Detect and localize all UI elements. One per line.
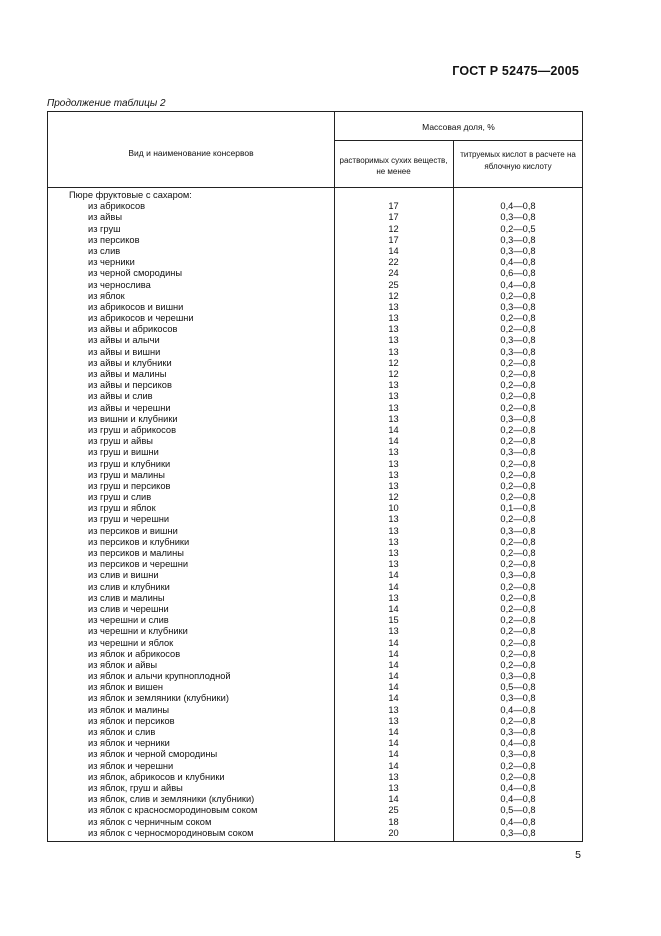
row-solids-value: 13 bbox=[388, 335, 399, 346]
column-header-name: Вид и наименование консервов bbox=[128, 148, 254, 158]
row-name: из слив и вишни bbox=[88, 570, 159, 581]
table-row bbox=[48, 817, 582, 828]
row-acid-value: 0,2—0,8 bbox=[500, 514, 536, 525]
table-row bbox=[48, 302, 582, 313]
row-acid-value: 0,3—0,8 bbox=[500, 827, 536, 838]
row-name: из айвы и клубники bbox=[88, 357, 172, 368]
table-row bbox=[48, 324, 582, 335]
row-acid-value: 0,2—0,8 bbox=[500, 424, 536, 435]
table-row bbox=[48, 749, 582, 760]
row-name: из яблок с черносмородиновым соком bbox=[88, 827, 254, 838]
table-row bbox=[48, 794, 582, 805]
row-name: из яблок, абрикосов и клубники bbox=[88, 771, 225, 782]
row-solids-value: 24 bbox=[388, 268, 399, 279]
row-name: из абрикосов и вишни bbox=[88, 301, 184, 312]
row-solids-value: 13 bbox=[388, 447, 399, 458]
row-solids-value: 14 bbox=[388, 693, 399, 704]
row-name: из яблок и земляники (клубники) bbox=[88, 693, 229, 704]
row-acid-value: 0,2—0,8 bbox=[500, 626, 536, 637]
row-solids-value: 13 bbox=[388, 715, 399, 726]
row-acid-value: 0,2—0,5 bbox=[500, 223, 536, 234]
row-solids-value: 13 bbox=[388, 559, 399, 570]
table-row bbox=[48, 693, 582, 704]
row-name: из груш и черешни bbox=[88, 514, 170, 525]
data-table bbox=[47, 111, 583, 842]
row-solids-value: 13 bbox=[388, 525, 399, 536]
row-name: из персиков и малины bbox=[88, 548, 184, 558]
row-name: из яблок и слив bbox=[88, 727, 156, 737]
row-acid-value: 0,4—0,8 bbox=[500, 794, 536, 805]
header-divider bbox=[334, 140, 582, 141]
row-name: из айвы и алычи bbox=[88, 335, 160, 346]
row-acid-value: 0,2—0,8 bbox=[500, 548, 536, 558]
row-acid-value: 0,4—0,8 bbox=[500, 738, 536, 749]
row-name: из груш bbox=[88, 223, 121, 234]
row-name: из яблок и черной смородины bbox=[88, 749, 218, 760]
table-row bbox=[48, 783, 582, 794]
table-row bbox=[48, 235, 582, 246]
row-name: из айвы и абрикосов bbox=[88, 324, 178, 335]
header-bottom-divider bbox=[48, 187, 582, 188]
row-acid-value: 0,6—0,8 bbox=[500, 268, 536, 279]
table-row bbox=[48, 492, 582, 503]
row-acid-value: 0,2—0,8 bbox=[500, 369, 536, 379]
table-row bbox=[48, 660, 582, 671]
table-row bbox=[48, 772, 582, 783]
row-solids-value: 17 bbox=[388, 201, 399, 212]
row-name: из айвы и вишни bbox=[88, 346, 161, 357]
table-row bbox=[48, 347, 582, 358]
row-name: из слив bbox=[88, 245, 121, 256]
row-acid-value: 0,2—0,8 bbox=[500, 637, 536, 648]
table-row bbox=[48, 716, 582, 727]
row-solids-value: 17 bbox=[388, 234, 399, 245]
row-name: из слив и малины bbox=[88, 592, 165, 603]
table-row bbox=[48, 391, 582, 402]
table-row bbox=[48, 380, 582, 391]
row-solids-value: 13 bbox=[388, 592, 399, 603]
table-row bbox=[48, 246, 582, 257]
table-row bbox=[48, 403, 582, 414]
row-acid-value: 0,4—0,8 bbox=[500, 782, 536, 793]
row-solids-value: 12 bbox=[388, 492, 399, 503]
row-name: из черешни и слив bbox=[88, 615, 169, 626]
table-body bbox=[48, 190, 582, 839]
row-acid-value: 0,5—0,8 bbox=[500, 682, 536, 693]
row-acid-value: 0,2—0,8 bbox=[500, 559, 536, 570]
row-solids-value: 14 bbox=[388, 671, 399, 682]
row-acid-value: 0,3—0,8 bbox=[500, 245, 536, 256]
row-acid-value: 0,5—0,8 bbox=[500, 805, 536, 816]
row-solids-value: 18 bbox=[388, 816, 399, 827]
table-row bbox=[48, 727, 582, 738]
row-name: из груш и яблок bbox=[88, 503, 156, 514]
row-name: из яблок и вишен bbox=[88, 682, 164, 693]
row-solids-value: 14 bbox=[388, 738, 399, 749]
row-solids-value: 13 bbox=[388, 413, 399, 424]
row-acid-value: 0,3—0,8 bbox=[500, 212, 536, 223]
row-solids-value: 14 bbox=[388, 727, 399, 737]
row-acid-value: 0,4—0,8 bbox=[500, 257, 536, 268]
row-acid-value: 0,2—0,8 bbox=[500, 581, 536, 592]
table-row bbox=[48, 414, 582, 425]
column-header-solids: растворимых сухих веществ, не менее bbox=[339, 156, 448, 176]
table-row bbox=[48, 459, 582, 470]
table-row bbox=[48, 615, 582, 626]
row-solids-value: 13 bbox=[388, 301, 399, 312]
row-name: из персиков и черешни bbox=[88, 559, 189, 570]
table-row bbox=[48, 313, 582, 324]
row-name: из айвы и слив bbox=[88, 391, 153, 402]
row-name: из яблок bbox=[88, 290, 125, 301]
row-solids-value: 13 bbox=[388, 782, 399, 793]
row-name: из персиков bbox=[88, 234, 140, 245]
row-acid-value: 0,4—0,8 bbox=[500, 816, 536, 827]
row-name: из яблок и малины bbox=[88, 704, 170, 715]
row-acid-value: 0,3—0,8 bbox=[500, 346, 536, 357]
table-row bbox=[48, 582, 582, 593]
row-name: из яблок и черешни bbox=[88, 760, 174, 771]
page-number: 5 bbox=[575, 849, 581, 861]
row-solids-value: 14 bbox=[388, 603, 399, 614]
table-row bbox=[48, 503, 582, 514]
table-row bbox=[48, 224, 582, 235]
row-acid-value: 0,2—0,8 bbox=[500, 659, 536, 670]
table-row bbox=[48, 705, 582, 716]
row-acid-value: 0,2—0,8 bbox=[500, 536, 536, 547]
row-acid-value: 0,2—0,8 bbox=[500, 458, 536, 469]
row-name: из чернослива bbox=[88, 279, 151, 290]
row-name: из слив и черешни bbox=[88, 603, 169, 614]
row-acid-value: 0,3—0,8 bbox=[500, 301, 536, 312]
row-name: из айвы и персиков bbox=[88, 380, 172, 391]
row-name: из черники bbox=[88, 257, 135, 268]
row-acid-value: 0,2—0,8 bbox=[500, 436, 536, 447]
row-solids-value: 13 bbox=[388, 626, 399, 637]
row-solids-value: 13 bbox=[388, 536, 399, 547]
table-row bbox=[48, 268, 582, 279]
table-row bbox=[48, 425, 582, 436]
row-name: из персиков и вишни bbox=[88, 525, 178, 536]
row-solids-value: 14 bbox=[388, 637, 399, 648]
row-name: из черешни и яблок bbox=[88, 637, 174, 648]
row-name: из айвы bbox=[88, 212, 123, 223]
row-name: из абрикосов и черешни bbox=[88, 313, 194, 324]
row-name: из черной смородины bbox=[88, 268, 183, 279]
table-row bbox=[48, 638, 582, 649]
table-row bbox=[48, 559, 582, 570]
table-row bbox=[48, 537, 582, 548]
table-row bbox=[48, 335, 582, 346]
row-acid-value: 0,2—0,8 bbox=[500, 771, 536, 782]
row-acid-value: 0,2—0,8 bbox=[500, 760, 536, 771]
row-name: из яблок, груш и айвы bbox=[88, 782, 183, 793]
row-solids-value: 14 bbox=[388, 682, 399, 693]
row-name: из груш и абрикосов bbox=[88, 424, 177, 435]
row-solids-value: 12 bbox=[388, 223, 399, 234]
table-row bbox=[48, 682, 582, 693]
row-name: из черешни и клубники bbox=[88, 626, 188, 637]
table-row bbox=[48, 257, 582, 268]
row-name: из айвы и черешни bbox=[88, 402, 171, 413]
row-acid-value: 0,2—0,8 bbox=[500, 290, 536, 301]
table-row bbox=[48, 828, 582, 839]
row-name: из груш и вишни bbox=[88, 447, 159, 458]
row-acid-value: 0,2—0,8 bbox=[500, 715, 536, 726]
row-acid-value: 0,2—0,8 bbox=[500, 615, 536, 626]
row-solids-value: 14 bbox=[388, 659, 399, 670]
row-name: из яблок с красносмородиновым соком bbox=[88, 805, 258, 816]
row-acid-value: 0,4—0,8 bbox=[500, 279, 536, 290]
table-row bbox=[48, 280, 582, 291]
row-solids-value: 25 bbox=[388, 805, 399, 816]
row-name: из груш и слив bbox=[88, 492, 152, 503]
row-solids-value: 14 bbox=[388, 760, 399, 771]
row-acid-value: 0,2—0,8 bbox=[500, 648, 536, 659]
row-solids-value: 14 bbox=[388, 648, 399, 659]
row-solids-value: 13 bbox=[388, 480, 399, 491]
row-name: из груш и персиков bbox=[88, 480, 171, 491]
row-acid-value: 0,3—0,8 bbox=[500, 447, 536, 458]
row-name: из айвы и малины bbox=[88, 369, 167, 379]
table-row bbox=[48, 526, 582, 537]
table-row bbox=[48, 470, 582, 481]
row-solids-value: 14 bbox=[388, 436, 399, 447]
row-acid-value: 0,2—0,8 bbox=[500, 480, 536, 491]
group-title: Пюре фруктовые с сахаром: bbox=[69, 190, 192, 200]
table-row bbox=[48, 593, 582, 604]
row-acid-value: 0,3—0,8 bbox=[500, 234, 536, 245]
row-acid-value: 0,2—0,8 bbox=[500, 492, 536, 503]
table-row bbox=[48, 738, 582, 749]
row-acid-value: 0,3—0,8 bbox=[500, 671, 536, 682]
row-solids-value: 12 bbox=[388, 369, 399, 379]
row-acid-value: 0,4—0,8 bbox=[500, 704, 536, 715]
row-solids-value: 13 bbox=[388, 402, 399, 413]
table-row bbox=[48, 604, 582, 615]
row-solids-value: 14 bbox=[388, 581, 399, 592]
table-row bbox=[48, 481, 582, 492]
row-acid-value: 0,3—0,8 bbox=[500, 693, 536, 704]
row-acid-value: 0,3—0,8 bbox=[500, 335, 536, 346]
table-row bbox=[48, 649, 582, 660]
table-row bbox=[48, 514, 582, 525]
table-rows bbox=[48, 201, 582, 839]
row-acid-value: 0,3—0,8 bbox=[500, 570, 536, 581]
table-row bbox=[48, 436, 582, 447]
row-name: из яблок и персиков bbox=[88, 715, 175, 726]
row-name: из груш и малины bbox=[88, 469, 165, 480]
row-solids-value: 13 bbox=[388, 771, 399, 782]
row-solids-value: 13 bbox=[388, 548, 399, 558]
table-row bbox=[48, 291, 582, 302]
row-solids-value: 14 bbox=[388, 245, 399, 256]
table-row bbox=[48, 570, 582, 581]
table-row bbox=[48, 212, 582, 223]
row-solids-value: 13 bbox=[388, 391, 399, 402]
row-name: из яблок, слив и земляники (клубники) bbox=[88, 794, 255, 805]
document-code: ГОСТ Р 52475—2005 bbox=[452, 64, 579, 78]
row-name: из яблок и черники bbox=[88, 738, 170, 749]
row-solids-value: 13 bbox=[388, 346, 399, 357]
row-solids-value: 13 bbox=[388, 380, 399, 391]
row-solids-value: 25 bbox=[388, 279, 399, 290]
row-name: из груш и клубники bbox=[88, 458, 171, 469]
row-name: из яблок и айвы bbox=[88, 659, 158, 670]
row-solids-value: 20 bbox=[388, 827, 399, 838]
row-acid-value: 0,2—0,8 bbox=[500, 469, 536, 480]
row-solids-value: 13 bbox=[388, 313, 399, 324]
row-solids-value: 13 bbox=[388, 458, 399, 469]
table-row bbox=[48, 671, 582, 682]
row-solids-value: 14 bbox=[388, 794, 399, 805]
table-row bbox=[48, 447, 582, 458]
table-row bbox=[48, 805, 582, 816]
row-solids-value: 14 bbox=[388, 424, 399, 435]
table-row bbox=[48, 201, 582, 212]
row-acid-value: 0,2—0,8 bbox=[500, 402, 536, 413]
table-caption: Продолжение таблицы 2 bbox=[47, 98, 166, 109]
row-name: из яблок с черничным соком bbox=[88, 816, 212, 827]
row-name: из яблок и алычи крупноплодной bbox=[88, 671, 231, 682]
row-acid-value: 0,3—0,8 bbox=[500, 727, 536, 737]
row-solids-value: 15 bbox=[388, 615, 399, 626]
row-name: из вишни и клубники bbox=[88, 413, 178, 424]
row-solids-value: 22 bbox=[388, 257, 399, 268]
row-acid-value: 0,4—0,8 bbox=[500, 201, 536, 212]
row-acid-value: 0,2—0,8 bbox=[500, 357, 536, 368]
row-acid-value: 0,3—0,8 bbox=[500, 525, 536, 536]
table-row bbox=[48, 761, 582, 772]
table-row bbox=[48, 548, 582, 559]
row-acid-value: 0,3—0,8 bbox=[500, 749, 536, 760]
row-name: из груш и айвы bbox=[88, 436, 153, 447]
row-solids-value: 12 bbox=[388, 357, 399, 368]
row-name: из яблок и абрикосов bbox=[88, 648, 181, 659]
row-solids-value: 10 bbox=[388, 503, 399, 514]
column-group-header: Массовая доля, % bbox=[422, 122, 495, 132]
row-solids-value: 13 bbox=[388, 514, 399, 525]
table-row bbox=[48, 358, 582, 369]
column-header-acid: титруемых кислот в расчете на яблочную кислоту bbox=[460, 150, 576, 171]
row-acid-value: 0,2—0,8 bbox=[500, 313, 536, 324]
row-acid-value: 0,2—0,8 bbox=[500, 603, 536, 614]
row-acid-value: 0,2—0,8 bbox=[500, 391, 536, 402]
row-name: из персиков и клубники bbox=[88, 536, 190, 547]
row-solids-value: 17 bbox=[388, 212, 399, 223]
row-acid-value: 0,2—0,8 bbox=[500, 592, 536, 603]
row-solids-value: 13 bbox=[388, 324, 399, 335]
row-solids-value: 14 bbox=[388, 570, 399, 581]
row-acid-value: 0,1—0,8 bbox=[500, 503, 536, 514]
table-row bbox=[48, 369, 582, 380]
row-acid-value: 0,2—0,8 bbox=[500, 324, 536, 335]
row-solids-value: 14 bbox=[388, 749, 399, 760]
row-name: из слив и клубники bbox=[88, 581, 170, 592]
row-name: из абрикосов bbox=[88, 201, 146, 212]
row-solids-value: 13 bbox=[388, 469, 399, 480]
row-acid-value: 0,2—0,8 bbox=[500, 380, 536, 391]
row-acid-value: 0,3—0,8 bbox=[500, 413, 536, 424]
table-row bbox=[48, 626, 582, 637]
row-solids-value: 13 bbox=[388, 704, 399, 715]
row-solids-value: 12 bbox=[388, 290, 399, 301]
